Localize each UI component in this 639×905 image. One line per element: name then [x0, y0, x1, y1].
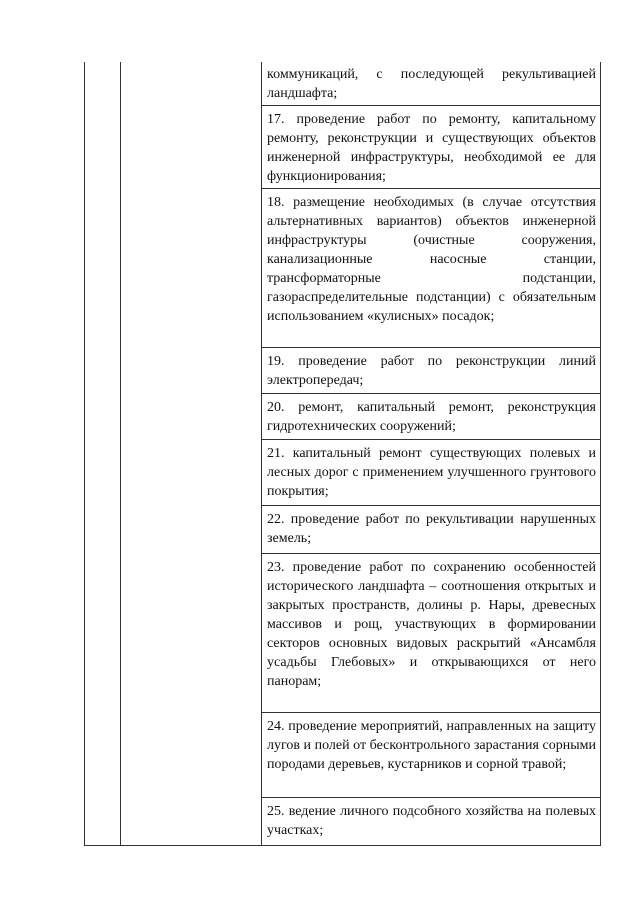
- row-divider: [261, 553, 601, 554]
- document-table: [84, 62, 601, 846]
- list-item: 24. проведение мероприятий, направленных на защиту лугов и полей от бесконтрольного зарастания сорными породами деревьев, кустарников и сорной травой;: [267, 719, 596, 772]
- list-item: 19. проведение работ по реконструкции линий электропередач;: [267, 354, 596, 388]
- list-item: 18. размещение необходимых (в случае отсутствия альтернативных вариантов) объектов инженерной инфраструктуры (очистные сооружения, канализационные насосные станции, трансформаторные подстанции, газораспределительные подстанции) с обязательным использованием «кулисных» посадок;: [267, 195, 596, 324]
- list-item: 20. ремонт, капитальный ремонт, реконструкция гидротехнических сооружений;: [267, 400, 596, 434]
- table-border-left: [84, 62, 85, 846]
- row-divider: [261, 439, 601, 440]
- row-divider: [261, 797, 601, 798]
- row-divider: [261, 712, 601, 713]
- row-divider: [261, 505, 601, 506]
- table-border-right: [600, 62, 601, 846]
- table-column-divider-2: [261, 62, 262, 846]
- list-item: 25. ведение личного подсобного хозяйства на полевых участках;: [267, 804, 596, 838]
- list-item: 23. проведение работ по сохранению особенностей исторического ландшафта – соотношения открытых и закрытых пространств, долины р. Нары, древесных массивов и рощ, участвующих в формировании секторов основных видовых раскрытий «Ансамбля усадьбы Глебовых» и открывающихся от него панорам;: [267, 560, 596, 689]
- list-item: 21. капитальный ремонт существующих полевых и лесных дорог с применением улучшенного грунтового покрытия;: [267, 446, 596, 499]
- list-item: 22. проведение работ по рекультивации нарушенных земель;: [267, 512, 596, 546]
- list-item: 17. проведение работ по ремонту, капитальному ремонту, реконструкции и существующих объектов инженерной инфраструктуры, необходимой ее для функционирования;: [267, 112, 596, 184]
- row-divider: [261, 105, 601, 106]
- table-column-divider-1: [120, 62, 121, 846]
- row-divider: [261, 393, 601, 394]
- row-divider: [261, 347, 601, 348]
- row-divider: [261, 188, 601, 189]
- list-item: коммуникаций, с последующей рекультивацией ландшафта;: [267, 67, 596, 101]
- table-border-bottom: [84, 845, 601, 846]
